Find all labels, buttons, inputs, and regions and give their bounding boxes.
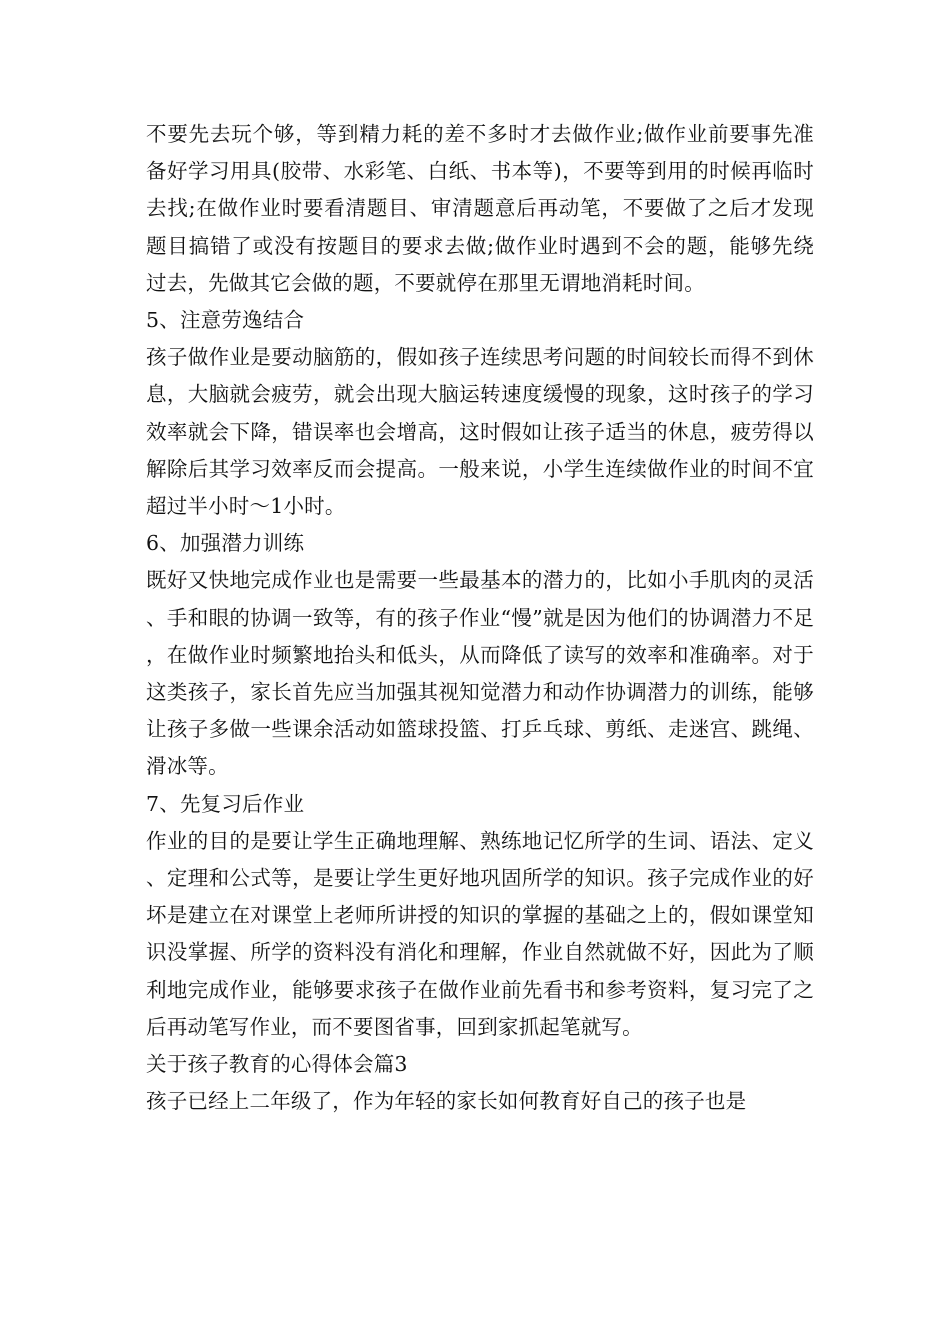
paragraph-review: 作业的目的是要让学生正确地理解、熟练地记忆所学的生词、语法、定义、定理和公式等，是要让学生更好地巩固所学的知识。孩子完成作业的好坏是建立在对课堂上老师所讲授的知识的掌握的基础之上的，假如课堂知识没掌握、所学的资料没有消化和理解，作业自然就做不好，因此为了顺利地完成作业，能够要求孩子在做作业前先看书和参考资料，复习完了之后再动笔写作业，而不要图省事，回到家抓起笔就写。 [146,828,814,1039]
paragraph-part-3-intro: 孩子已经上二年级了，作为年轻的家长如何教育好自己的孩子也是 [146,1089,747,1114]
heading-6: 6、加强潜力训练 [146,531,305,556]
heading-5: 5、注意劳逸结合 [146,308,305,333]
paragraph-homework-habits: 不要先去玩个够，等到精力耗的差不多时才去做作业;做作业前要事先准备好学习用具(胶带、水彩笔、白纸、书本等)，不要等到用的时候再临时去找;在做作业时要看清题目、审清题意后再动笔，不要做了之后才发现题目搞错了或没有按题目的要求去做;做作业时遇到不会的题，能够先绕过去，先做其它会做的题，不要就停在那里无谓地消耗时间。 [146,122,814,295]
paragraph-rest: 孩子做作业是要动脑筋的，假如孩子连续思考问题的时间较长而得不到休息，大脑就会疲劳，就会出现大脑运转速度缓慢的现象，这时孩子的学习效率就会下降，错误率也会增高，这时假如让孩子适当的休息，疲劳得以解除后其学习效率反而会提高。一般来说，小学生连续做作业的时间不宜超过半小时～1小时。 [146,345,814,519]
document-page [146,116,814,1120]
paragraph-training: 既好又快地完成作业也是需要一些最基本的潜力的，比如小手肌肉的灵活、手和眼的协调一致等，有的孩子作业“慢”就是因为他们的协调潜力不足，在做作业时频繁地抬头和低头，从而降低了读写的效率和准确率。对于这类孩子，家长首先应当加强其视知觉潜力和动作协调潜力的训练，能够让孩子多做一些课余活动如篮球投篮、打乒乓球、剪纸、走迷宫、跳绳、滑冰等。 [146,568,814,779]
heading-7: 7、先复习后作业 [146,791,305,816]
heading-part-3: 关于孩子教育的心得体会篇3 [146,1052,408,1077]
